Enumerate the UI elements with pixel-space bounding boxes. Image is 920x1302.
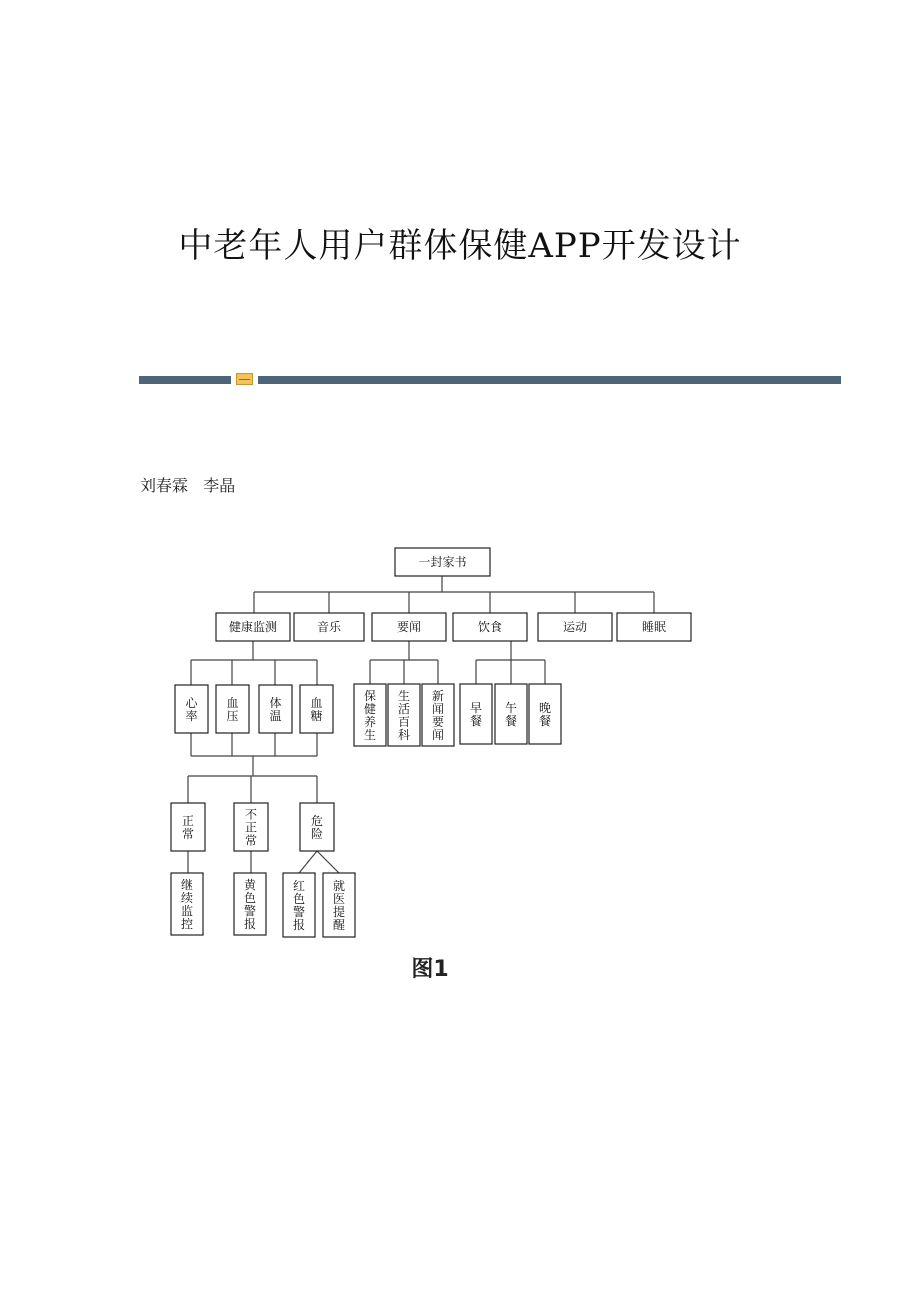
node-label: 就医提醒 bbox=[332, 879, 346, 932]
node-label: 早餐 bbox=[469, 701, 483, 728]
node-news1 bbox=[354, 684, 386, 746]
node-label: 红色警报 bbox=[292, 879, 306, 932]
node-health bbox=[216, 613, 290, 641]
paper-authors: 刘春霖 李晶 bbox=[140, 476, 236, 495]
node-label: 保健养生 bbox=[363, 689, 377, 742]
figure-caption: 图1 bbox=[411, 957, 449, 982]
node-heart bbox=[175, 685, 208, 733]
node-label: 新闻要闻 bbox=[431, 689, 445, 742]
node-yellow bbox=[234, 873, 266, 935]
node-keep bbox=[171, 873, 203, 935]
node-sugar bbox=[300, 685, 333, 733]
node-lunch bbox=[495, 684, 527, 744]
connector-line bbox=[299, 851, 317, 873]
node-label: 健康监测 bbox=[228, 620, 278, 634]
node-red bbox=[283, 873, 315, 937]
paper-title: 中老年人用户群体保健APP开发设计 bbox=[178, 226, 742, 266]
node-label: 饮食 bbox=[477, 620, 503, 634]
connector-line bbox=[317, 851, 339, 873]
node-label: 危险 bbox=[310, 814, 324, 841]
node-news2 bbox=[388, 684, 420, 746]
node-label: 血糖 bbox=[310, 696, 323, 723]
node-normal bbox=[171, 803, 205, 851]
node-doctor bbox=[323, 873, 355, 937]
node-dinner bbox=[529, 684, 561, 744]
node-label: 黄色警报 bbox=[243, 878, 257, 931]
node-label: 午餐 bbox=[504, 701, 518, 728]
node-news3 bbox=[422, 684, 454, 746]
node-label: 晚餐 bbox=[538, 701, 552, 728]
node-breakfast bbox=[460, 684, 492, 744]
node-label: 运动 bbox=[562, 620, 588, 634]
node-label: 继续监控 bbox=[180, 878, 194, 931]
node-music bbox=[294, 613, 364, 641]
node-abnormal bbox=[234, 803, 268, 851]
node-label: 体温 bbox=[269, 696, 282, 723]
node-label: 不正常 bbox=[244, 807, 258, 848]
node-diet bbox=[453, 613, 527, 641]
node-sleep bbox=[617, 613, 691, 641]
node-bp bbox=[216, 685, 249, 733]
node-label: 音乐 bbox=[316, 620, 342, 634]
node-label: 心率 bbox=[185, 696, 198, 723]
node-label: 一封家书 bbox=[418, 555, 467, 569]
node-label: 正常 bbox=[181, 814, 195, 841]
diagram-nodes bbox=[171, 548, 691, 937]
node-label: 生活百科 bbox=[397, 689, 411, 742]
node-label: 血压 bbox=[226, 696, 239, 723]
node-label: 睡眠 bbox=[641, 620, 667, 634]
node-news bbox=[372, 613, 446, 641]
node-danger bbox=[300, 803, 334, 851]
node-label: 要闻 bbox=[396, 620, 422, 634]
node-sport bbox=[538, 613, 612, 641]
node-temp bbox=[259, 685, 292, 733]
node-root bbox=[395, 548, 490, 576]
